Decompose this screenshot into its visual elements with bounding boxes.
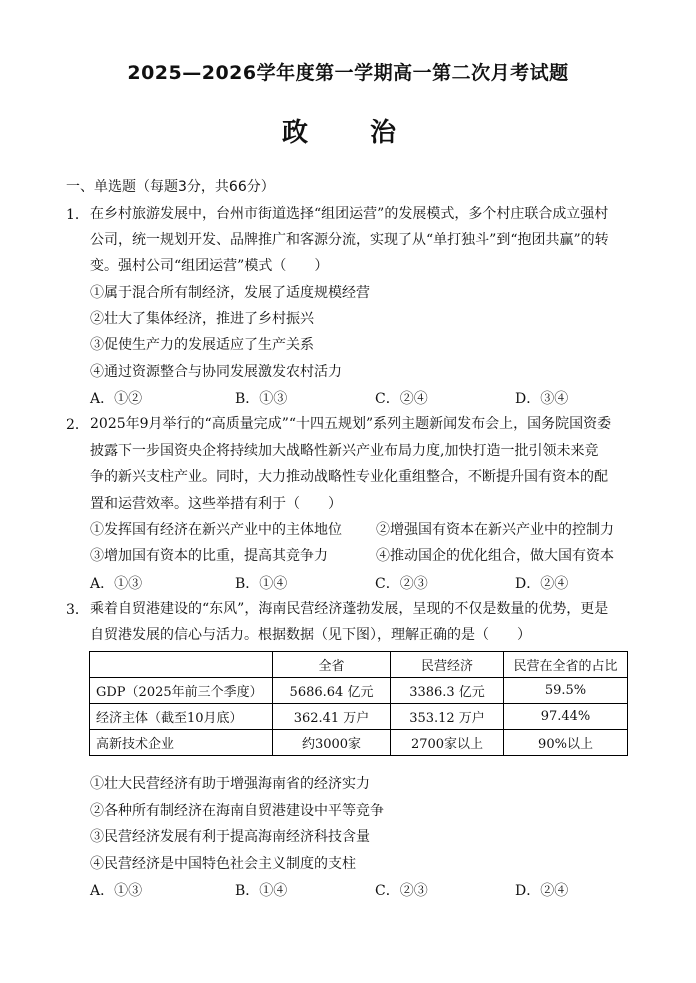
statement-item: ③增加国有资本的比重，提高其竞争力 (90, 548, 328, 564)
option-d[interactable]: D．②④ (515, 576, 569, 592)
statement-item: ③民营经济发展有利于提高海南经济科技含量 (90, 829, 370, 845)
statement-item: ②各种所有制经济在海南自贸港建设中平等竞争 (90, 803, 384, 819)
exam-title: 2025—2026学年度第一学期高一第二次月考试题 (127, 62, 569, 84)
table-cell: 经济主体（截至10月底） (90, 704, 273, 730)
question-stem-line: 2025年9月举行的“高质量完成”“十四五规划”系列主题新闻发布会上，国务院国资委 (90, 416, 612, 432)
option-c[interactable]: C．②③ (375, 883, 428, 899)
question-stem-line: 在乡村旅游发展中，台州市街道选择“组团运营”的发展模式，多个村庄联合成立强村 (90, 206, 609, 222)
statement-item: ②增强国有资本在新兴产业中的控制力 (376, 522, 614, 538)
table-header-cell: 全省 (273, 652, 391, 678)
statement-item: ③促使生产力的发展适应了生产关系 (90, 337, 314, 353)
statement-item: ①属于混合所有制经济，发展了适度规模经营 (90, 285, 370, 301)
option-b[interactable]: B．①③ (235, 391, 288, 407)
table-row (90, 678, 628, 704)
question-number: 2． (66, 417, 89, 433)
table-cell: 5686.64 亿元 (273, 678, 391, 704)
question-number: 3． (66, 602, 89, 618)
statement-item: ①壮大民营经济有助于增强海南省的经济实力 (90, 776, 370, 792)
table-header-cell: 民营在全省的占比 (504, 652, 628, 678)
table-cell: 约3000家 (273, 730, 391, 756)
table-cell: GDP（2025年前三个季度） (90, 678, 273, 704)
option-d[interactable]: D．③④ (515, 391, 569, 407)
statement-item: ④推动国企的优化组合，做大国有资本 (376, 548, 614, 564)
option-d[interactable]: D．②④ (515, 883, 569, 899)
option-a[interactable]: A．①② (90, 391, 143, 407)
question-stem-line: 自贸港发展的信心与活力。根据数据（见下图），理解正确的是（ ） (90, 627, 531, 643)
question-stem-line: 披露下一步国资央企将持续加大战略性新兴产业布局力度,加快打造一批引领未来竞 (90, 443, 599, 459)
option-a[interactable]: A．①③ (90, 883, 143, 899)
table-row (90, 730, 628, 756)
statement-item: ④民营经济是中国特色社会主义制度的支柱 (90, 856, 356, 872)
subject-title: 政 治 (281, 118, 414, 148)
question-stem-line: 变。强村公司“组团运营”模式（ ） (90, 258, 329, 274)
table-header-cell (90, 652, 273, 678)
question-stem-line: 乘着自贸港建设的“东风”，海南民营经济蓬勃发展，呈现的不仅是数量的优势，更是 (90, 601, 609, 617)
table-cell: 353.12 万户 (391, 704, 504, 730)
question-stem-line: 置和运营效率。这些举措有利于（ ） (90, 496, 342, 512)
option-c[interactable]: C．②④ (375, 391, 428, 407)
statement-item: ②壮大了集体经济，推进了乡村振兴 (90, 311, 314, 327)
statement-item: ④通过资源整合与协同发展激发农村活力 (90, 364, 342, 380)
table-cell: 3386.3 亿元 (391, 678, 504, 704)
option-b[interactable]: B．①④ (235, 576, 288, 592)
question-stem-line: 争的新兴支柱产业。同时，大力推动战略性专业化重组整合，不断提升国有资本的配 (90, 469, 608, 485)
table-header-cell: 民营经济 (391, 652, 504, 678)
section-heading: 一、单选题（每题3分，共66分） (66, 179, 275, 195)
option-c[interactable]: C．②③ (375, 576, 428, 592)
table-cell: 59.5% (504, 678, 628, 704)
option-b[interactable]: B．①④ (235, 883, 288, 899)
table-cell: 2700家以上 (391, 730, 504, 756)
table-cell: 97.44% (504, 704, 628, 730)
table-header-row (90, 652, 628, 678)
data-table (89, 651, 628, 756)
statement-item: ①发挥国有经济在新兴产业中的主体地位 (90, 522, 342, 538)
option-a[interactable]: A．①③ (90, 576, 143, 592)
question-number: 1． (66, 207, 89, 223)
table-cell: 362.41 万户 (273, 704, 391, 730)
question-stem-line: 公司，统一规划开发、品牌推广和客源分流，实现了从“单打独斗”到“抱团共赢”的转 (90, 232, 609, 248)
table-cell: 高新技术企业 (90, 730, 273, 756)
table-cell: 90%以上 (504, 730, 628, 756)
table-row (90, 704, 628, 730)
